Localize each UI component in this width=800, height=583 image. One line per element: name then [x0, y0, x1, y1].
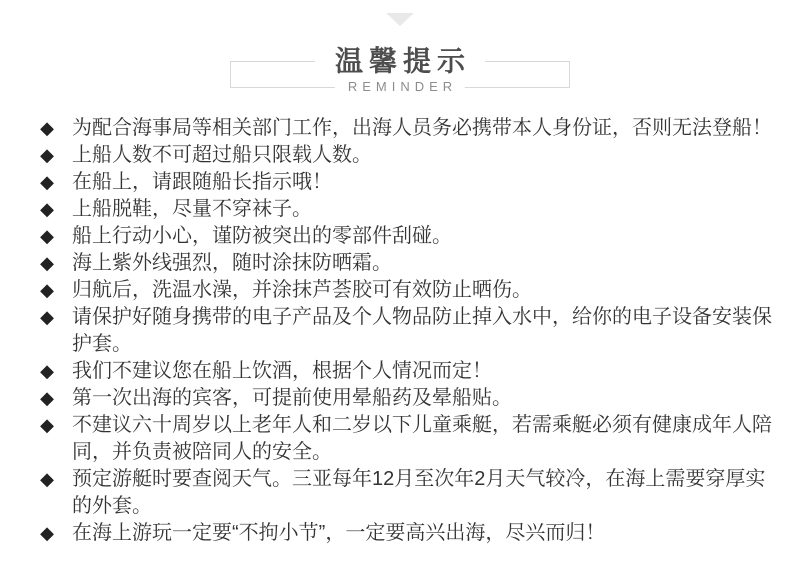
header-decorative-box: [230, 45, 570, 95]
notice-list: [38, 115, 776, 547]
notice-text: 第一次出海的宾客，可提前使用晕船药及晕船贴。: [72, 387, 512, 409]
notice-text: 在海上游玩一定要“不拘小节”，一定要高兴出海，尽兴而归！: [72, 522, 606, 544]
notice-text: 归航后，洗温水澡，并涂抹芦荟胶可有效防止晒伤。: [72, 279, 532, 301]
notice-text: 为配合海事局等相关部门工作，出海人员务必携带本人身份证，否则无法登船！: [72, 117, 772, 139]
diamond-bullet-icon: ◆: [40, 118, 54, 138]
diamond-bullet-icon: ◆: [40, 307, 54, 327]
notice-text: 在船上，请跟随船长指示哦！: [72, 171, 332, 193]
down-triangle-icon: [386, 13, 414, 26]
diamond-bullet-icon: ◆: [40, 415, 54, 435]
notice-item: [38, 196, 776, 223]
notice-text: 海上紫外线强烈，随时涂抹防晒霜。: [72, 252, 392, 274]
diamond-bullet-icon: ◆: [40, 388, 54, 408]
notice-item: [38, 142, 776, 169]
notice-text: 请保护好随身携带的电子产品及个人物品防止掉入水中，给你的电子设备安装保护套。: [72, 306, 772, 355]
diamond-bullet-icon: ◆: [40, 469, 54, 489]
notice-text: 我们不建议您在船上饮酒，根据个人情况而定！: [72, 360, 492, 382]
diamond-bullet-icon: ◆: [40, 253, 54, 273]
notice-item: [38, 520, 776, 547]
notice-item: [38, 250, 776, 277]
notice-item: [38, 169, 776, 196]
notice-item: [38, 115, 776, 142]
notice-item: [38, 412, 776, 466]
page-title: 温馨提示: [315, 47, 485, 78]
page-subtitle: REMINDER: [335, 79, 465, 95]
notice-item: [38, 385, 776, 412]
notice-text: 上船人数不可超过船只限载人数。: [72, 144, 372, 166]
diamond-bullet-icon: ◆: [40, 523, 54, 543]
notice-item: [38, 466, 776, 520]
diamond-bullet-icon: ◆: [40, 280, 54, 300]
notice-item: [38, 304, 776, 358]
notice-text: 上船脱鞋，尽量不穿袜子。: [72, 198, 312, 220]
notice-item: [38, 358, 776, 385]
notice-text: 船上行动小心，谨防被突出的零部件刮碰。: [72, 225, 452, 247]
diamond-bullet-icon: ◆: [40, 199, 54, 219]
diamond-bullet-icon: ◆: [40, 361, 54, 381]
notice-text: 预定游艇时要查阅天气。三亚每年12月至次年2月天气较冷，在海上需要穿厚实的外套。: [72, 468, 766, 517]
notice-text: 不建议六十周岁以上老年人和二岁以下儿童乘艇，若需乘艇必须有健康成年人陪同，并负责被陪同人的安全。: [72, 414, 772, 463]
diamond-bullet-icon: ◆: [40, 145, 54, 165]
diamond-bullet-icon: ◆: [40, 172, 54, 192]
notice-item: [38, 223, 776, 250]
diamond-bullet-icon: ◆: [40, 226, 54, 246]
notice-item: [38, 277, 776, 304]
